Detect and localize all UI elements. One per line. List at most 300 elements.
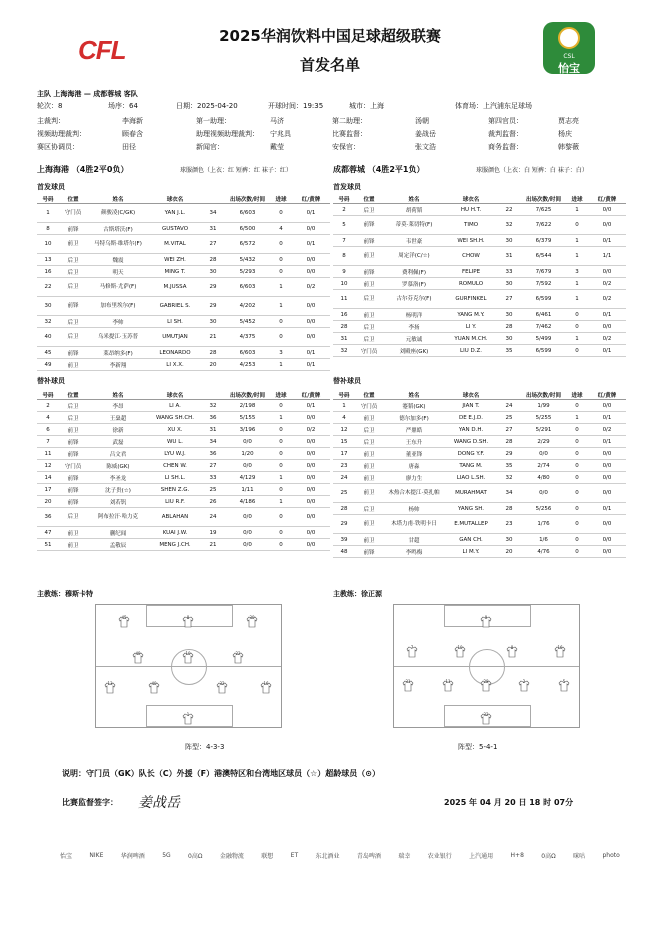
player-row: [37, 359, 330, 371]
shirt-name: TIMO: [445, 216, 497, 235]
player-name: 杨帅: [383, 503, 445, 515]
player-name: 李扬: [383, 321, 445, 333]
player-age: 29: [201, 297, 225, 316]
commercial-label: 商务监督：: [488, 143, 523, 151]
player-age: 20: [497, 546, 521, 558]
player-name: 严鼎皓: [383, 424, 445, 436]
player-position: 前卫: [59, 359, 87, 371]
goals: 0: [270, 527, 292, 539]
player-row: [333, 448, 626, 460]
player-number: 16: [37, 266, 59, 278]
goals: 0: [566, 534, 588, 546]
shirt-icon: 13: [104, 679, 116, 691]
cards: 0/0: [588, 266, 626, 278]
player-position: 前卫: [355, 278, 383, 290]
goals: 0: [270, 424, 292, 436]
var-label: 视频助理裁判：: [37, 130, 86, 138]
shirt-icon: 7: [406, 643, 418, 655]
shirt-icon: 49: [132, 649, 144, 661]
player-name: 王东升: [383, 436, 445, 448]
player-age: 29: [201, 278, 225, 297]
cards: 0/1: [588, 345, 626, 357]
goals: 0: [270, 235, 292, 254]
shirt-icon: 32: [216, 679, 228, 691]
sponsor-bar: [60, 845, 620, 865]
player-number: 2: [37, 400, 59, 412]
shirt-name: MURAHMAT: [445, 484, 497, 503]
player-position: 守门员: [355, 400, 383, 412]
column-header: 出场次数/时间: [225, 194, 270, 204]
sponsor-logo: 东北酒业: [315, 852, 340, 860]
sponsor-logo: H+8: [510, 851, 524, 859]
player-name: 杨明洋: [383, 309, 445, 321]
shirt-name: LIU D.Z.: [445, 345, 497, 357]
player-age: 34: [201, 204, 225, 223]
player-position: 前锋: [59, 496, 87, 508]
venue-coord-label: 赛区协调员：: [37, 143, 79, 151]
player-name: 蒯纪闻: [87, 527, 149, 539]
cards: 0/0: [292, 436, 330, 448]
player-age: 28: [497, 436, 521, 448]
player-number: 11: [333, 290, 355, 309]
goals: 0: [270, 448, 292, 460]
player-name: 木热合木提江·莫扎帕: [383, 484, 445, 503]
cards: 0/1: [588, 412, 626, 424]
shirt-name: SHEN Z.G.: [149, 484, 201, 496]
column-header: 姓名: [383, 390, 445, 400]
shirt-name: DONG Y.F.: [445, 448, 497, 460]
goals: 1: [566, 204, 588, 216]
cards: 1/1: [588, 247, 626, 266]
shirt-icon: 10: [454, 643, 466, 655]
player-number: 4: [333, 412, 355, 424]
player-number: 6: [37, 424, 59, 436]
player-position: 前锋: [355, 235, 383, 247]
player-age: 36: [201, 412, 225, 424]
player-position: 后卫: [59, 316, 87, 328]
column-header: 号码: [37, 194, 59, 204]
player-number: 30: [37, 297, 59, 316]
appearances: 6/500: [225, 223, 270, 235]
player-number: 7: [37, 436, 59, 448]
player-number: 36: [37, 508, 59, 527]
goals: 0: [270, 508, 292, 527]
appearances: 0/0: [225, 460, 270, 472]
player-row: [333, 436, 626, 448]
goals: 0: [566, 345, 588, 357]
column-header: 出场次数/时间: [225, 390, 270, 400]
appearances: 0/0: [225, 436, 270, 448]
cards: 0/2: [292, 424, 330, 436]
away-subs-label: 替补球员: [333, 377, 361, 385]
appearances: 6/603: [225, 278, 270, 297]
player-position: 后卫: [59, 266, 87, 278]
player-age: 27: [497, 424, 521, 436]
referee: 李海新: [122, 117, 143, 125]
player-name: 阿布拉汗·哈力克: [87, 508, 149, 527]
shirt-name: WEI SH.H.: [445, 235, 497, 247]
player-age: 34: [201, 436, 225, 448]
player-number: 17: [333, 448, 355, 460]
shirt-name: LI X.X.: [149, 359, 201, 371]
goals: 1: [270, 359, 292, 371]
player-name: 加布里埃尔(F): [87, 297, 149, 316]
player-age: 25: [201, 484, 225, 496]
appearances: 4/80: [521, 472, 566, 484]
player-number: 2: [333, 204, 355, 216]
player-number: 22: [37, 278, 59, 297]
cards: 0/0: [588, 216, 626, 235]
home-starters-label: 首发球员: [37, 183, 65, 191]
player-name: 元敏诚: [383, 333, 445, 345]
cards: 0/1: [292, 359, 330, 371]
player-name: 费利佩(F): [383, 266, 445, 278]
player-name: 李鸣梅: [383, 546, 445, 558]
home-subs-label: 替补球员: [37, 377, 65, 385]
player-position: 前锋: [59, 297, 87, 316]
player-number: 47: [37, 527, 59, 539]
player-row: [333, 546, 626, 558]
shirt-name: LI SH.: [149, 316, 201, 328]
player-name: 唐淼: [383, 460, 445, 472]
player-row: [37, 254, 330, 266]
player-name: 陈威(GK): [87, 460, 149, 472]
player-position: 前锋: [59, 472, 87, 484]
avar-label: 助理视频助理裁判：: [196, 130, 259, 138]
cards: 0/0: [292, 316, 330, 328]
kickoff-info: 开球时间：19:35: [268, 102, 324, 110]
goals: 3: [270, 347, 292, 359]
page-subtitle: 首发名单: [299, 56, 360, 74]
away-kit: 球服颜色（上衣：白 短裤：白 袜子：白）: [476, 167, 588, 174]
goals: 0: [566, 460, 588, 472]
player-age: 34: [497, 484, 521, 503]
goals: 1: [270, 496, 292, 508]
player-row: [37, 472, 330, 484]
shirt-name: ROMULO: [445, 278, 497, 290]
player-number: 16: [333, 309, 355, 321]
cards: 0/1: [292, 347, 330, 359]
player-name: 乌米提江·玉苏普: [87, 328, 149, 347]
goals: 1: [566, 412, 588, 424]
player-row: [333, 309, 626, 321]
goals: 0: [566, 484, 588, 503]
column-header: [497, 390, 521, 400]
cards: 0/0: [588, 448, 626, 460]
player-position: 守门员: [355, 345, 383, 357]
cards: 0/1: [292, 204, 330, 223]
sponsor-logo: 0高Ω: [188, 852, 203, 860]
shirt-name: YUAN M.CH.: [445, 333, 497, 345]
appearances: 6/603: [225, 347, 270, 359]
player-row: [333, 290, 626, 309]
player-name: 木塔力甫·铁明卡日: [383, 515, 445, 534]
shirt-name: WANG SH.CH.: [149, 412, 201, 424]
player-row: [333, 412, 626, 424]
goals: 0: [270, 328, 292, 347]
sponsor-logo: ET: [290, 851, 299, 859]
player-position: 前锋: [59, 436, 87, 448]
player-age: 20: [201, 359, 225, 371]
legend-note: 说明：守门员（GK）队长（C）外援（F）港澳特区和台湾地区球员（☆）超龄球员（⊙）: [62, 769, 380, 778]
player-row: [333, 503, 626, 515]
shirt-name: LEONARDO: [149, 347, 201, 359]
player-number: 40: [37, 328, 59, 347]
goals: 1: [566, 333, 588, 345]
cards: 0/0: [292, 527, 330, 539]
goals: 0: [566, 503, 588, 515]
cards: 0/2: [292, 278, 330, 297]
column-header: 红/黄牌: [588, 390, 626, 400]
cfl-logo: CFL: [78, 35, 126, 65]
away-subs-table: [333, 390, 626, 558]
home-kit: 球服颜色（上衣：红 短裤：红 袜子：红）: [180, 167, 292, 174]
ball-icon: [558, 27, 580, 49]
home-formation: 阵型：4-3-3: [185, 743, 225, 751]
shirt-name: LI A.: [149, 400, 201, 412]
away-team-name: 成都蓉城 （4胜2平1负）: [333, 165, 425, 174]
player-row: [333, 460, 626, 472]
player-age: 25: [497, 412, 521, 424]
player-number: 24: [333, 472, 355, 484]
shirt-name: FELIPE: [445, 266, 497, 278]
home-team-name: 上海海港 （4胜2平0负）: [37, 165, 129, 174]
cards: 0/0: [292, 412, 330, 424]
appearances: 7/625: [521, 204, 566, 216]
shirt-icon: 32: [480, 710, 492, 722]
cards: 0/0: [292, 484, 330, 496]
shirt-icon: 40: [148, 679, 160, 691]
appearances: 7/622: [521, 216, 566, 235]
date-info: 日期：2025-04-20: [176, 102, 238, 110]
player-position: 后卫: [355, 333, 383, 345]
player-row: [37, 400, 330, 412]
cards: 0/1: [588, 503, 626, 515]
cards: 0/2: [588, 424, 626, 436]
player-name: 李新翔: [87, 359, 149, 371]
goals: 0: [566, 436, 588, 448]
player-age: 24: [497, 400, 521, 412]
sign-datetime: 2025 年 04 月 20 日 18 时 07分: [444, 798, 574, 807]
appearances: 4/129: [225, 472, 270, 484]
player-age: 24: [201, 508, 225, 527]
sponsor-logo: 瑞幸: [398, 852, 411, 860]
player-age: 28: [497, 503, 521, 515]
player-position: 前锋: [355, 216, 383, 235]
player-age: 35: [497, 460, 521, 472]
shirt-name: YANG M.Y.: [445, 309, 497, 321]
cards: 0/0: [292, 539, 330, 551]
sponsor-logo: 农业银行: [427, 852, 452, 860]
player-row: [333, 216, 626, 235]
player-name: 韦世豪: [383, 235, 445, 247]
shirt-name: GAN CH.: [445, 534, 497, 546]
player-position: 前卫: [355, 515, 383, 534]
player-number: 28: [333, 503, 355, 515]
player-number: 5: [333, 216, 355, 235]
player-number: 4: [37, 412, 59, 424]
ar1-label: 第一助理：: [196, 117, 231, 125]
player-name: 古尔芬克尔(F): [383, 290, 445, 309]
goals: 0: [270, 436, 292, 448]
player-age: 19: [201, 527, 225, 539]
shirt-icon: 16: [554, 643, 566, 655]
goals: 1: [270, 297, 292, 316]
cards: 0/0: [588, 546, 626, 558]
appearances: 6/572: [225, 235, 270, 254]
player-age: 27: [497, 290, 521, 309]
player-row: [37, 278, 330, 297]
player-age: 27: [201, 235, 225, 254]
player-row: [37, 204, 330, 223]
player-position: 后卫: [59, 278, 87, 297]
cards: 0/0: [292, 266, 330, 278]
shirt-name: XU X.: [149, 424, 201, 436]
player-position: 后卫: [355, 436, 383, 448]
shirt-name: WEI ZH.: [149, 254, 201, 266]
cards: 0/2: [588, 333, 626, 345]
goals: 0: [270, 254, 292, 266]
referee-label: 主裁判：: [37, 117, 65, 125]
goals: 0: [270, 204, 292, 223]
goals: 0: [270, 266, 292, 278]
player-row: [333, 266, 626, 278]
player-position: 前卫: [59, 424, 87, 436]
column-header: 进球: [566, 390, 588, 400]
player-name: 李昂: [87, 400, 149, 412]
appearances: 6/379: [521, 235, 566, 247]
player-position: 前卫: [355, 412, 383, 424]
appearances: 4/202: [225, 297, 270, 316]
appearances: 0/0: [521, 484, 566, 503]
column-header: 号码: [37, 390, 59, 400]
goals: 0: [270, 484, 292, 496]
player-position: 前卫: [355, 472, 383, 484]
appearances: 5/293: [225, 266, 270, 278]
away-coach: 主教练：徐正源: [333, 590, 382, 598]
player-row: [333, 424, 626, 436]
shirt-icon: 28: [480, 677, 492, 689]
column-header: 进球: [566, 194, 588, 204]
shirt-name: MENG J.CH.: [149, 539, 201, 551]
player-position: 前卫: [59, 527, 87, 539]
goals: 0: [566, 309, 588, 321]
player-number: 7: [333, 235, 355, 247]
player-name: 徐新: [87, 424, 149, 436]
away-formation-pitch: [393, 604, 580, 728]
shirt-name: LYU W.J.: [149, 448, 201, 460]
shirt-name: LIAO L.SH.: [445, 472, 497, 484]
player-row: [333, 515, 626, 534]
player-age: 21: [201, 328, 225, 347]
shirt-name: CHEN W.: [149, 460, 201, 472]
player-number: 9: [333, 266, 355, 278]
player-age: 31: [497, 247, 521, 266]
cards: 0/0: [292, 448, 330, 460]
player-age: 28: [201, 254, 225, 266]
cards: 0/1: [292, 400, 330, 412]
player-name: 德尔加多(F): [383, 412, 445, 424]
shirt-name: GURFINKEL: [445, 290, 497, 309]
player-name: 蒂莫·莱切特(F): [383, 216, 445, 235]
shirt-icon: 2: [518, 677, 530, 689]
goals: 0: [270, 316, 292, 328]
shirt-icon: 16: [260, 679, 272, 691]
signature-label: 比赛监督签字：: [62, 798, 118, 807]
home-formation-pitch: [95, 604, 282, 728]
goals: 4: [270, 223, 292, 235]
goals: 0: [566, 400, 588, 412]
sponsor-logo: 金融物流: [219, 852, 244, 860]
appearances: 5/499: [521, 333, 566, 345]
player-age: 21: [201, 539, 225, 551]
player-name: 甘超: [383, 534, 445, 546]
player-name: 莱昂纳多(F): [87, 347, 149, 359]
shirt-icon: 8: [182, 613, 194, 625]
cards: 0/0: [588, 534, 626, 546]
shirt-name: LI M.Y.: [445, 546, 497, 558]
player-number: 10: [37, 235, 59, 254]
player-position: 后卫: [59, 508, 87, 527]
ref-supervisor: 杨庆: [558, 130, 572, 138]
appearances: 1/11: [225, 484, 270, 496]
cards: 0/0: [292, 472, 330, 484]
page-title: 2025华润饮料中国足球超级联赛: [219, 27, 441, 45]
player-row: [333, 534, 626, 546]
shirt-name: YAN J.L.: [149, 204, 201, 223]
column-header: 球衣名: [445, 390, 497, 400]
player-age: 26: [201, 496, 225, 508]
player-number: 39: [333, 534, 355, 546]
cards: 0/0: [588, 460, 626, 472]
column-header: 进球: [270, 194, 292, 204]
appearances: 1/76: [521, 515, 566, 534]
player-number: 32: [37, 316, 59, 328]
player-number: 15: [333, 436, 355, 448]
round-info: 轮次：8: [37, 102, 63, 110]
player-name: 胡荷韬: [383, 204, 445, 216]
cards: 0/0: [588, 484, 626, 503]
shirt-name: MING T.: [149, 266, 201, 278]
appearances: 6/544: [521, 247, 566, 266]
appearances: 7/592: [521, 278, 566, 290]
appearances: 5/291: [521, 424, 566, 436]
fourth: 贾志亮: [558, 117, 579, 125]
away-starters-label: 首发球员: [333, 183, 361, 191]
cards: 0/0: [292, 328, 330, 347]
player-row: [37, 316, 330, 328]
cards: 0/0: [292, 254, 330, 266]
player-row: [333, 400, 626, 412]
appearances: 1/99: [521, 400, 566, 412]
player-row: [37, 539, 330, 551]
player-row: [37, 496, 330, 508]
cards: 0/1: [588, 235, 626, 247]
player-number: 12: [37, 460, 59, 472]
cards: 0/0: [292, 223, 330, 235]
column-header: 球衣名: [149, 194, 201, 204]
player-age: 22: [497, 204, 521, 216]
player-number: 45: [37, 347, 59, 359]
supervisor: 姜战岳: [415, 130, 436, 138]
cards: 0/0: [292, 460, 330, 472]
player-number: 1: [37, 204, 59, 223]
sponsor-logo: 上汽通用: [469, 852, 494, 860]
player-name: 刘若钒: [87, 496, 149, 508]
appearances: 1/20: [225, 448, 270, 460]
shirt-name: E.MUTALLEP: [445, 515, 497, 534]
player-age: 32: [497, 216, 521, 235]
